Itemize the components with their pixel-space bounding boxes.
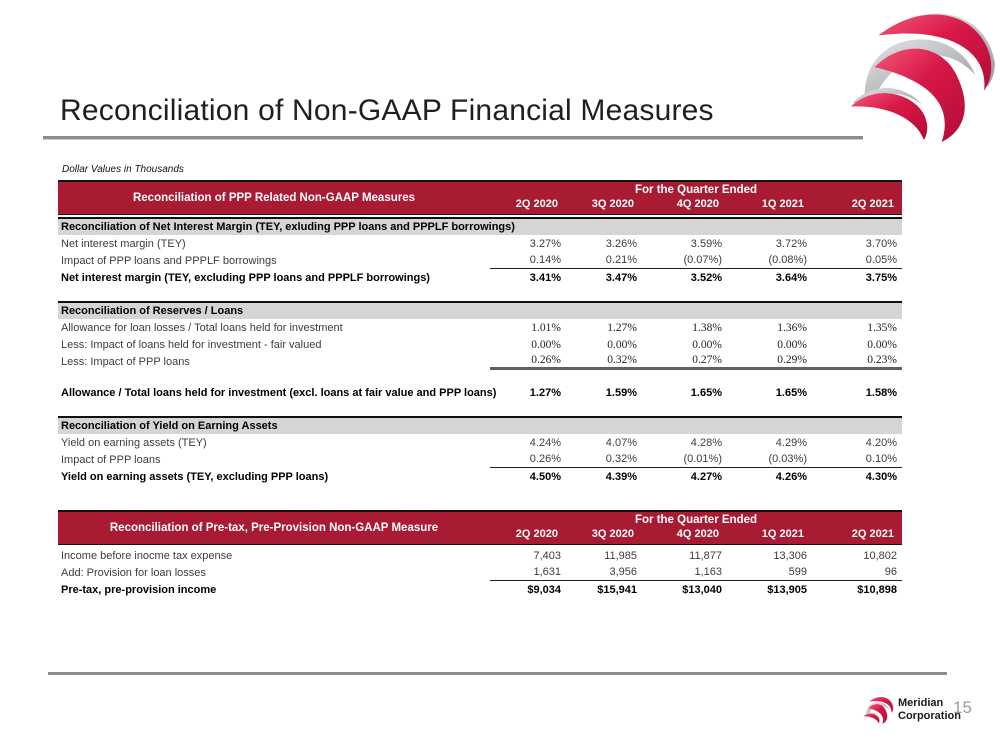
- row-value: 1.65%: [775, 386, 807, 399]
- row-value: 4.29%: [775, 436, 807, 449]
- row-value: 1.58%: [865, 386, 897, 399]
- row-value: $13,905: [767, 583, 807, 596]
- meridian-logo-icon: [839, 2, 997, 145]
- row-value: 4.07%: [605, 436, 637, 449]
- table-section: [58, 217, 902, 286]
- quarter-label: 2Q 2020: [515, 528, 558, 540]
- row-value: (0.08%): [727, 252, 812, 269]
- row-value: 3.47%: [605, 271, 637, 284]
- row-value: $10,898: [857, 583, 897, 596]
- row-value: 0.26%: [490, 451, 566, 468]
- row-value: 0.05%: [812, 252, 902, 269]
- company-name: [898, 697, 961, 723]
- row-value: 0.00%: [777, 338, 807, 351]
- table-row: [58, 353, 902, 370]
- table-row: [58, 451, 902, 468]
- period-group: [490, 512, 902, 544]
- row-value: 4.26%: [775, 470, 807, 483]
- row-value: 4.50%: [529, 470, 561, 483]
- quarter-label: 1Q 2021: [761, 528, 804, 540]
- spacer-row: [58, 370, 902, 384]
- table-title: Reconciliation of PPP Related Non-GAAP Measures: [132, 192, 416, 204]
- row-label: Less: Impact of loans held for investment - fair valued: [61, 338, 322, 351]
- row-value: 0.00%: [531, 338, 561, 351]
- row-value: $13,040: [682, 583, 722, 596]
- row-value: 1.38%: [692, 321, 722, 334]
- row-label: Pre-tax, pre-provision income: [61, 583, 217, 596]
- row-label: Net interest margin (TEY, excluding PPP loans and PPPLF borrowings): [61, 271, 430, 284]
- row-value: 3.75%: [865, 271, 897, 284]
- row-value: 1,163: [642, 564, 727, 581]
- row-label: Yield on earning assets (TEY): [61, 436, 207, 449]
- row-value: 0.27%: [642, 353, 727, 370]
- row-value: 1.27%: [529, 386, 561, 399]
- row-label: Yield on earning assets (TEY, excluding PPP loans): [61, 470, 329, 483]
- row-value: 3.64%: [775, 271, 807, 284]
- row-value: $9,034: [527, 583, 561, 596]
- row-value: 4.24%: [529, 436, 561, 449]
- row-value: 7,403: [533, 549, 561, 562]
- table-row: [58, 235, 902, 252]
- table-section: [58, 301, 902, 401]
- quarter-label: 4Q 2020: [676, 198, 719, 210]
- table-section: [58, 547, 902, 598]
- table-row: [58, 547, 902, 564]
- table-section: [58, 416, 902, 485]
- table-row: [58, 252, 902, 269]
- row-value: 0.00%: [867, 338, 897, 351]
- row-value: 1,631: [490, 564, 566, 581]
- table-header: [58, 180, 902, 215]
- table-row: [58, 319, 902, 336]
- row-value: 0.10%: [812, 451, 902, 468]
- row-value: 3,956: [566, 564, 642, 581]
- row-value: 599: [727, 564, 812, 581]
- meridian-footer-logo-icon: [861, 694, 894, 725]
- row-value: 3.41%: [529, 271, 561, 284]
- section-heading: Reconciliation of Reserves / Loans: [58, 301, 902, 319]
- pretax-preprovision-table: [58, 510, 902, 598]
- row-label: Net interest margin (TEY): [61, 237, 186, 250]
- row-value: 4.30%: [865, 470, 897, 483]
- table-row: [58, 564, 902, 581]
- row-label: Allowance / Total loans held for investment (excl. loans at fair value and PPP loans): [61, 386, 497, 399]
- row-value: 4.27%: [690, 470, 722, 483]
- row-label: Income before inocme tax expense: [61, 549, 233, 562]
- units-note: Dollar Values in Thousands: [62, 164, 184, 175]
- row-value: 96: [812, 564, 902, 581]
- row-label: Impact of PPP loans: [61, 453, 161, 466]
- row-value: 4.20%: [865, 436, 897, 449]
- row-value: 3.72%: [775, 237, 807, 250]
- row-label: Impact of PPP loans and PPPLF borrowings: [61, 254, 277, 267]
- row-value: $15,941: [597, 583, 637, 596]
- quarter-label: 2Q 2021: [851, 198, 894, 210]
- row-value: 0.00%: [607, 338, 637, 351]
- table-header: [58, 510, 902, 545]
- row-label: Less: Impact of PPP loans: [61, 355, 190, 368]
- row-value: (0.03%): [727, 451, 812, 468]
- section-heading: Reconciliation of Net Interest Margin (TEY, exluding PPP loans and PPPLF borrowings): [58, 217, 902, 235]
- row-label: Allowance for loan losses / Total loans held for investment: [61, 321, 343, 334]
- page-title: Reconciliation of Non-GAAP Financial Measures: [60, 94, 714, 127]
- quarter-label: 2Q 2020: [515, 198, 558, 210]
- period-group: [490, 182, 902, 214]
- section-heading: Reconciliation of Yield on Earning Assets: [58, 416, 902, 434]
- table-row: [58, 336, 902, 353]
- row-value: 11,985: [604, 549, 637, 562]
- row-value: 1.36%: [777, 321, 807, 334]
- row-value: 3.59%: [690, 237, 722, 250]
- row-value: 1.65%: [690, 386, 722, 399]
- row-value: 13,306: [773, 549, 807, 562]
- row-value: 3.52%: [690, 271, 722, 284]
- row-value: 0.00%: [692, 338, 722, 351]
- table-row: [58, 468, 902, 485]
- row-value: 1.59%: [605, 386, 637, 399]
- row-value: 10,802: [863, 549, 897, 562]
- quarter-row: [490, 528, 902, 544]
- row-value: 3.27%: [529, 237, 561, 250]
- company-name-line2: Corporation: [898, 710, 961, 722]
- row-value: 0.32%: [566, 353, 642, 370]
- row-value: 0.32%: [566, 451, 642, 468]
- row-value: 0.26%: [490, 353, 566, 370]
- footer-divider: [48, 672, 947, 675]
- quarter-label: 3Q 2020: [591, 528, 634, 540]
- row-value: (0.07%): [642, 252, 727, 269]
- quarter-label: 3Q 2020: [591, 198, 634, 210]
- table-row: [58, 269, 902, 286]
- period-header: For the Quarter Ended: [634, 184, 758, 196]
- row-value: 4.28%: [690, 436, 722, 449]
- row-value: 4.39%: [605, 470, 637, 483]
- ppp-reconciliation-table: [58, 180, 902, 485]
- row-value: 3.26%: [605, 237, 637, 250]
- row-value: 0.23%: [812, 353, 902, 370]
- row-value: 1.27%: [607, 321, 637, 334]
- row-value: 0.14%: [490, 252, 566, 269]
- table-row: [58, 384, 902, 401]
- row-value: 0.29%: [727, 353, 812, 370]
- quarter-label: 4Q 2020: [676, 528, 719, 540]
- title-divider: [43, 136, 863, 140]
- quarter-row: [490, 198, 902, 214]
- row-value: 1.35%: [867, 321, 897, 334]
- row-value: 3.70%: [865, 237, 897, 250]
- row-label: Add: Provision for loan losses: [61, 566, 206, 579]
- table-row: [58, 434, 902, 451]
- row-value: 11,877: [689, 549, 722, 562]
- row-value: 0.21%: [566, 252, 642, 269]
- page-number: 15: [953, 698, 972, 717]
- row-value: 1.01%: [531, 321, 561, 334]
- company-name-line1: Meridian: [898, 697, 944, 709]
- period-header: For the Quarter Ended: [634, 514, 758, 526]
- table-row: [58, 581, 902, 598]
- quarter-label: 2Q 2021: [851, 528, 894, 540]
- quarter-label: 1Q 2021: [761, 198, 804, 210]
- table-title: Reconciliation of Pre-tax, Pre-Provision Non-GAAP Measure: [109, 522, 439, 534]
- row-value: (0.01%): [642, 451, 727, 468]
